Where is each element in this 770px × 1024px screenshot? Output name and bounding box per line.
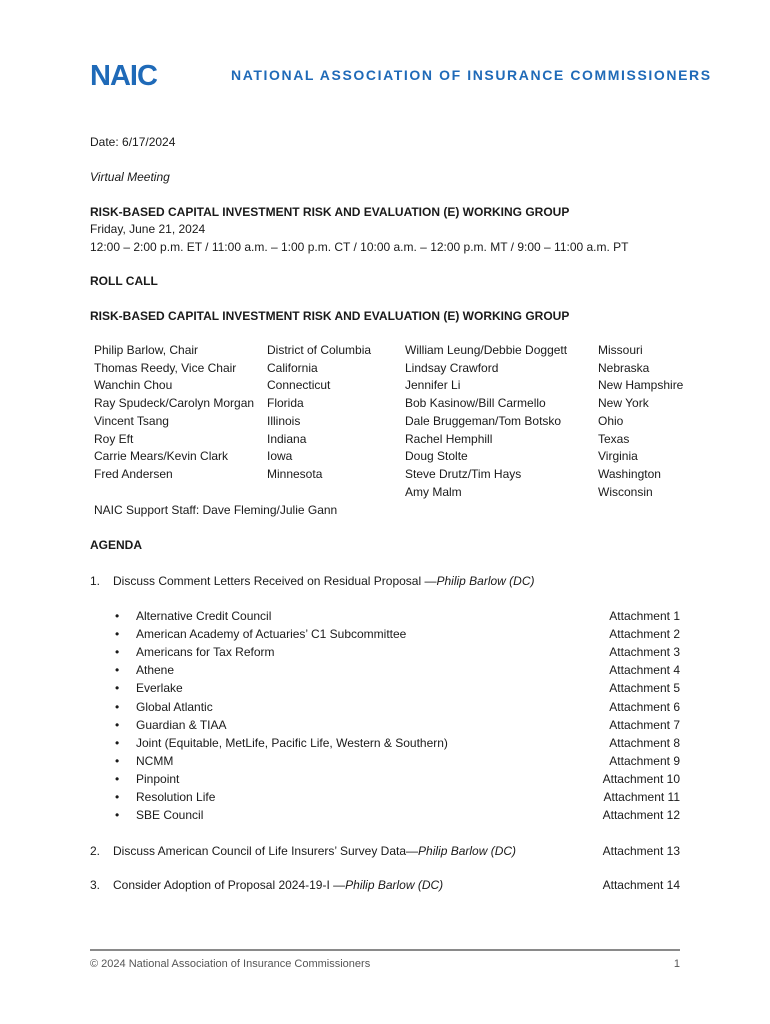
agenda-subitem-attachment: Attachment 11 bbox=[603, 790, 680, 804]
agenda-subitem-label: Joint (Equitable, MetLife, Pacific Life, Western & Southern) bbox=[136, 735, 448, 750]
agenda-subitem-label: American Academy of Actuaries’ C1 Subcommittee bbox=[136, 627, 407, 642]
agenda-subitem-attachment: Attachment 3 bbox=[609, 645, 680, 660]
roll-call-group-heading: RISK-BASED CAPITAL INVESTMENT RISK AND EVALUATION (E) WORKING GROUP bbox=[90, 309, 570, 323]
roll-call-entry: Lindsay Crawford bbox=[405, 360, 499, 375]
roll-call-entry: Indiana bbox=[267, 431, 307, 446]
roll-call-entry: Wisconsin bbox=[598, 484, 653, 499]
roll-call-entry: Texas bbox=[598, 431, 630, 446]
roll-call-entry: Ohio bbox=[598, 413, 624, 428]
agenda-subitem bbox=[0, 643, 770, 661]
agenda-subitem-label: Everlake bbox=[136, 681, 183, 696]
roll-call-entry: Thomas Reedy, Vice Chair bbox=[94, 360, 237, 375]
roll-call-entry: California bbox=[267, 360, 318, 375]
support-staff: NAIC Support Staff: Dave Fleming/Julie Gann bbox=[94, 503, 338, 517]
bullet-icon: • bbox=[115, 717, 120, 732]
roll-call-entry: William Leung/Debbie Doggett bbox=[405, 343, 568, 357]
agenda-subitem bbox=[0, 752, 770, 770]
bullet-icon: • bbox=[115, 808, 120, 823]
agenda-item-2-attachment: Attachment 13 bbox=[602, 844, 680, 858]
agenda-subitem bbox=[0, 788, 770, 806]
roll-call-entry: Washington bbox=[598, 466, 661, 481]
agenda-subitem-label: Resolution Life bbox=[136, 790, 216, 804]
agenda-subitem bbox=[0, 806, 770, 824]
agenda-subitem bbox=[0, 661, 770, 679]
roll-call-heading: ROLL CALL bbox=[90, 274, 158, 288]
agenda-subitem bbox=[0, 770, 770, 788]
roll-call-entry: Rachel Hemphill bbox=[405, 431, 493, 446]
meeting-day: Friday, June 21, 2024 bbox=[90, 222, 206, 236]
roll-call-entry: Bob Kasinow/Bill Carmello bbox=[405, 396, 546, 411]
agenda-subitem-attachment: Attachment 2 bbox=[609, 627, 680, 642]
agenda-item-3 bbox=[113, 877, 443, 894]
roll-call-entry: Doug Stolte bbox=[405, 449, 468, 464]
agenda-subitem bbox=[0, 679, 770, 697]
bullet-icon: • bbox=[115, 663, 120, 678]
agenda-subitem bbox=[0, 734, 770, 752]
roll-call-entry: Amy Malm bbox=[405, 484, 462, 499]
roll-call-entry: Wanchin Chou bbox=[94, 378, 173, 393]
agenda-subitem-label: Americans for Tax Reform bbox=[136, 645, 275, 660]
agenda-subitem-label: Guardian & TIAA bbox=[136, 717, 227, 732]
meeting-times: 12:00 – 2:00 p.m. ET / 11:00 a.m. – 1:00 p.m. CT / 10:00 a.m. – 12:00 p.m. MT / 9:00 – 11:00 a.m. PT bbox=[90, 240, 629, 254]
bullet-icon: • bbox=[115, 627, 120, 642]
bullet-icon: • bbox=[115, 681, 120, 696]
naic-logo-text: NAIC bbox=[90, 60, 157, 90]
agenda-item-1-text: Discuss Comment Letters Received on Residual Proposal — bbox=[113, 574, 437, 588]
agenda-subitem-attachment: Attachment 12 bbox=[602, 808, 680, 823]
bullet-icon: • bbox=[115, 609, 120, 623]
roll-call-entry: Iowa bbox=[267, 449, 293, 464]
agenda-subitem-attachment: Attachment 4 bbox=[609, 663, 680, 678]
agenda-item-3-attachment: Attachment 14 bbox=[602, 878, 680, 892]
roll-call-entry: Roy Eft bbox=[94, 431, 134, 446]
agenda-subitem-label: Athene bbox=[136, 663, 175, 678]
agenda-heading: AGENDA bbox=[90, 538, 143, 552]
naic-logo-mark bbox=[90, 60, 186, 90]
meeting-type: Virtual Meeting bbox=[90, 170, 170, 184]
agenda-subitem-label: NCMM bbox=[136, 753, 174, 768]
roll-call-entry: New York bbox=[598, 396, 649, 411]
roll-call-entry: District of Columbia bbox=[267, 343, 372, 357]
agenda-item-3-number: 3. bbox=[90, 878, 101, 892]
roll-call-entry: Jennifer Li bbox=[405, 378, 461, 393]
footer-page-number: 1 bbox=[673, 958, 680, 970]
agenda-item-3-text: Consider Adoption of Proposal 2024-19-I — bbox=[113, 878, 346, 892]
agenda-subitem-attachment: Attachment 8 bbox=[609, 735, 680, 750]
roll-call-entry: Connecticut bbox=[267, 378, 331, 393]
bullet-icon: • bbox=[115, 753, 120, 768]
working-group-title: RISK-BASED CAPITAL INVESTMENT RISK AND EVALUATION (E) WORKING GROUP bbox=[90, 205, 570, 219]
roll-col1-states bbox=[267, 342, 371, 484]
roll-col1-names bbox=[94, 342, 254, 484]
organization-name: NATIONAL ASSOCIATION OF INSURANCE COMMISSIONERS bbox=[231, 67, 712, 83]
roll-call-entry: Carrie Mears/Kevin Clark bbox=[94, 449, 229, 464]
agenda-subitem bbox=[0, 625, 770, 643]
agenda-subitem-label: Global Atlantic bbox=[136, 699, 213, 714]
agenda-subitem-attachment: Attachment 10 bbox=[602, 771, 680, 786]
agenda-item-1 bbox=[113, 573, 535, 590]
agenda-item-1-number: 1. bbox=[90, 574, 101, 588]
agenda-subitem-attachment: Attachment 7 bbox=[609, 717, 680, 732]
agenda-item-1-presenter: Philip Barlow (DC) bbox=[436, 574, 535, 588]
roll-col2-states bbox=[598, 342, 683, 501]
footer-copyright: © 2024 National Association of Insurance Commissioners bbox=[90, 958, 371, 970]
agenda-subitem-attachment: Attachment 5 bbox=[609, 681, 680, 696]
roll-call-entry: Vincent Tsang bbox=[94, 413, 169, 428]
agenda-item-2-text: Discuss American Council of Life Insurers’ Survey Data— bbox=[113, 844, 419, 858]
roll-col2-names bbox=[405, 342, 567, 501]
bullet-icon: • bbox=[115, 645, 120, 660]
bullet-icon: • bbox=[115, 771, 120, 786]
agenda-subitem bbox=[0, 607, 770, 625]
agenda-subitem-attachment: Attachment 1 bbox=[609, 609, 680, 623]
agenda-subitem-label: SBE Council bbox=[136, 808, 204, 823]
agenda-subitem bbox=[0, 698, 770, 716]
roll-call-entry: Ray Spudeck/Carolyn Morgan bbox=[94, 396, 255, 411]
roll-call-entry: New Hampshire bbox=[598, 378, 684, 393]
agenda-item-2-number: 2. bbox=[90, 844, 101, 858]
agenda-subitem-attachment: Attachment 9 bbox=[609, 753, 680, 768]
meeting-date: Date: 6/17/2024 bbox=[90, 135, 176, 149]
roll-call-entry: Minnesota bbox=[267, 466, 323, 481]
agenda-subitem-attachment: Attachment 6 bbox=[609, 699, 680, 714]
bullet-icon: • bbox=[115, 790, 120, 804]
agenda-subitem-label: Pinpoint bbox=[136, 771, 180, 786]
roll-call-entry: Illinois bbox=[267, 413, 301, 428]
roll-call-entry: Nebraska bbox=[598, 360, 650, 375]
roll-call-entry: Philip Barlow, Chair bbox=[94, 343, 199, 357]
naic-logo bbox=[90, 60, 186, 95]
roll-call-entry: Virginia bbox=[598, 449, 638, 464]
bullet-icon: • bbox=[115, 699, 120, 714]
agenda-subitem bbox=[0, 716, 770, 734]
agenda-item-2 bbox=[113, 843, 516, 860]
roll-call-entry: Steve Drutz/Tim Hays bbox=[405, 466, 522, 481]
roll-call-entry: Dale Bruggeman/Tom Botsko bbox=[405, 413, 562, 428]
roll-call-entry: Florida bbox=[267, 396, 304, 411]
bullet-icon: • bbox=[115, 735, 120, 750]
agenda-item-2-presenter: Philip Barlow (DC) bbox=[418, 844, 517, 858]
agenda-subitem-label: Alternative Credit Council bbox=[136, 609, 272, 623]
roll-call-entry: Missouri bbox=[598, 343, 643, 357]
agenda-item-3-presenter: Philip Barlow (DC) bbox=[345, 878, 444, 892]
footer-divider bbox=[90, 949, 680, 951]
roll-call-entry: Fred Andersen bbox=[94, 466, 173, 481]
